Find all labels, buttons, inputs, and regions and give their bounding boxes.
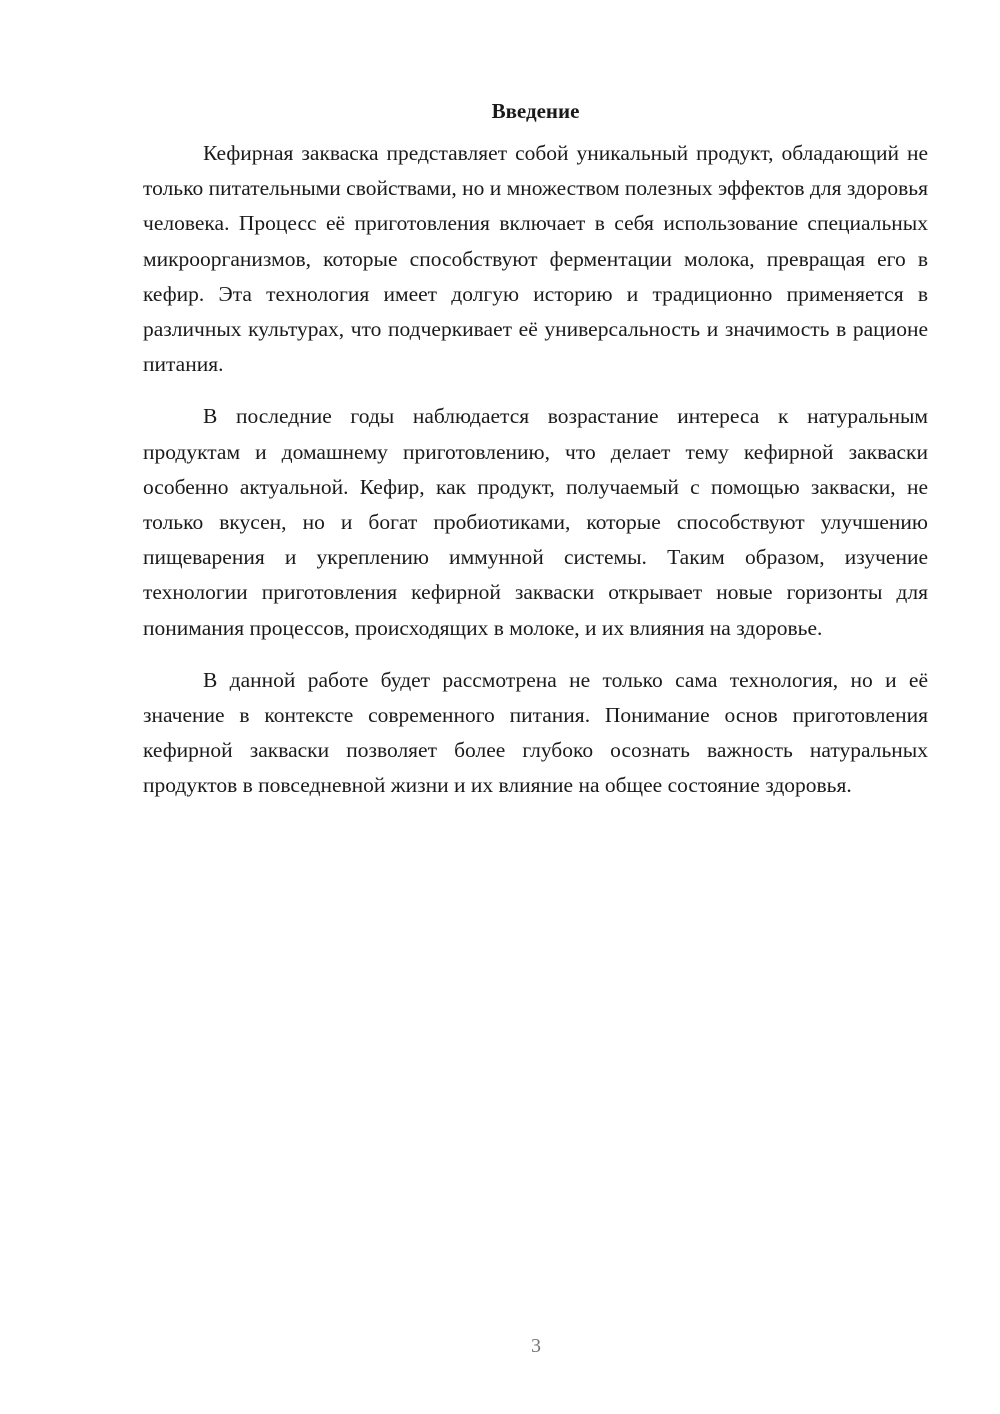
section-heading: Введение <box>491 99 580 123</box>
paragraph-1: Кефирная закваска представляет собой уникальный продукт, обладающий не только питательными свойствами, но и множеством полезных эффектов для здоровья человека. Процесс её приготовления включает в себя использование специальных микроорганизмов, которые способствуют ферментации молока, превращая его в кефир. Эта технология имеет долгую историю и традиционно применяется в различных культурах, что подчеркивает её универсальность и значимость в рационе питания. <box>143 141 929 377</box>
paragraph-2: В последние годы наблюдается возрастание интереса к натуральным продуктам и домашнему приготовлению, что делает тему кефирной закваски особенно актуальной. Кефир, как продукт, получаемый с помощью закваски, не только вкусен, но и богат пробиотиками, которые способствуют улучшению пищеварения и укреплению иммунной системы. Таким образом, изучение технологии приготовления кефирной закваски открывает новые горизонты для понимания процессов, происходящих в молоке, и их влияния на здоровье. <box>143 404 928 640</box>
page-number: 3 <box>531 1335 541 1357</box>
paragraph-3: В данной работе будет рассмотрена не только сама технология, но и её значение в контексте современного питания. Понимание основ приготовления кефирной закваски позволяет более глубоко осознать важность натуральных продуктов в повседневной жизни и их влияние на общее состояние здоровья. <box>143 667 928 798</box>
page-content <box>143 96 928 821</box>
